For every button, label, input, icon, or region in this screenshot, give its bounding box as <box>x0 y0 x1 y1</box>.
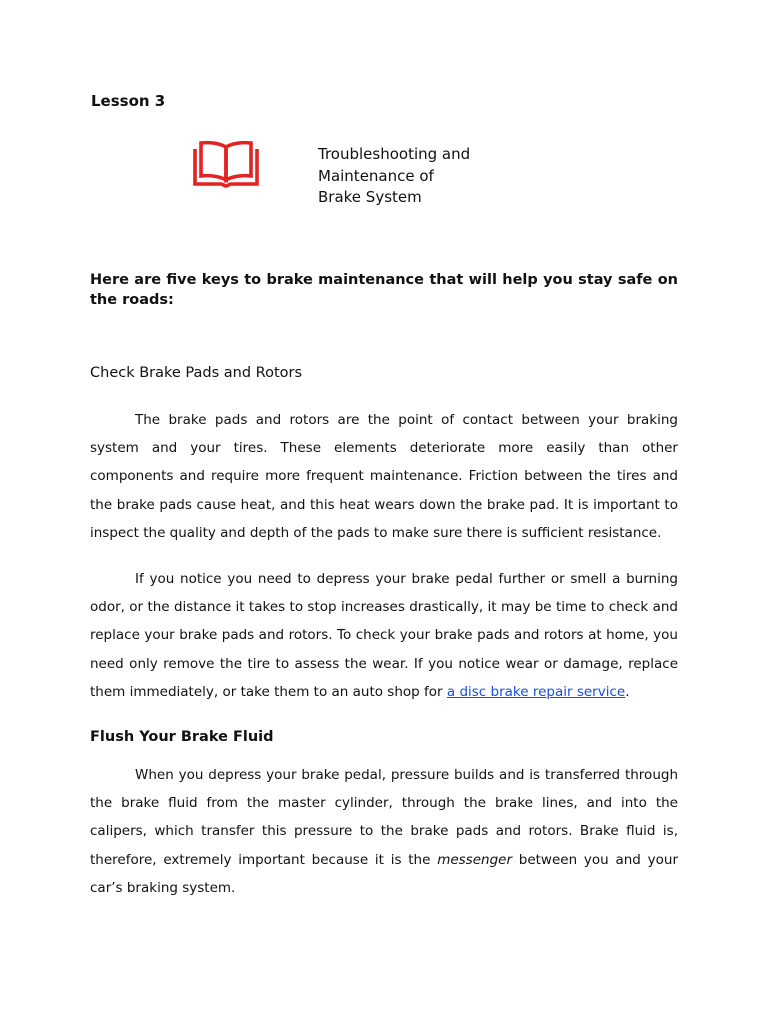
paragraph-text-end: between you and your car’s braking system. <box>90 851 678 896</box>
title-line-1: Troubleshooting and <box>318 145 471 163</box>
lesson-title <box>318 144 470 209</box>
emphasized-word: messenger <box>437 851 512 868</box>
title-line-2: Maintenance of <box>318 166 434 185</box>
paragraph-brake-fluid-1 <box>90 761 678 902</box>
paragraph-text: When you depress your brake pedal, pressure builds and is transferred through the brake fluid from the master cylinder, through the brake lines, and into the calipers, which transfer this pressure to the brake pads and rotors. Brake fluid is, therefore, extremely important because it is the <box>90 767 678 868</box>
intro-text: Here are five keys to brake maintenance that will help you stay safe on the roads: <box>90 272 678 308</box>
paragraph-text: If you notice you need to depress your brake pedal further or smell a burning odor, or the distance it takes to stop increases drastically, it may be time to check and replace your brake pads and rotors. To check your brake pads and rotors at home, you need only remove the tire to assess the wear. If you notice wear or damage, replace them immediately, or take them to an auto shop for <box>90 571 678 700</box>
paragraph-text-end: . <box>625 683 630 700</box>
paragraph-brake-pads-1: The brake pads and rotors are the point of contact between your braking system and your tires. These elements deteriorate more easily than other components and require more frequent maintenance. Friction between the tires and the brake pads cause heat, and this heat wears down the brake pad. It is important to inspect the quality and depth of the pads to make sure there is sufficient resistance. <box>90 412 678 541</box>
title-line-3: Brake System <box>318 188 422 206</box>
book-icon <box>192 138 260 188</box>
section-heading-brake-pads: Check Brake Pads and Rotors <box>90 365 303 381</box>
disc-brake-repair-link[interactable]: a disc brake repair service <box>446 683 626 700</box>
section-heading-brake-fluid: Flush Your Brake Fluid <box>90 729 274 745</box>
paragraph-brake-pads-2 <box>90 565 678 706</box>
lesson-label: Lesson 3 <box>91 92 166 110</box>
